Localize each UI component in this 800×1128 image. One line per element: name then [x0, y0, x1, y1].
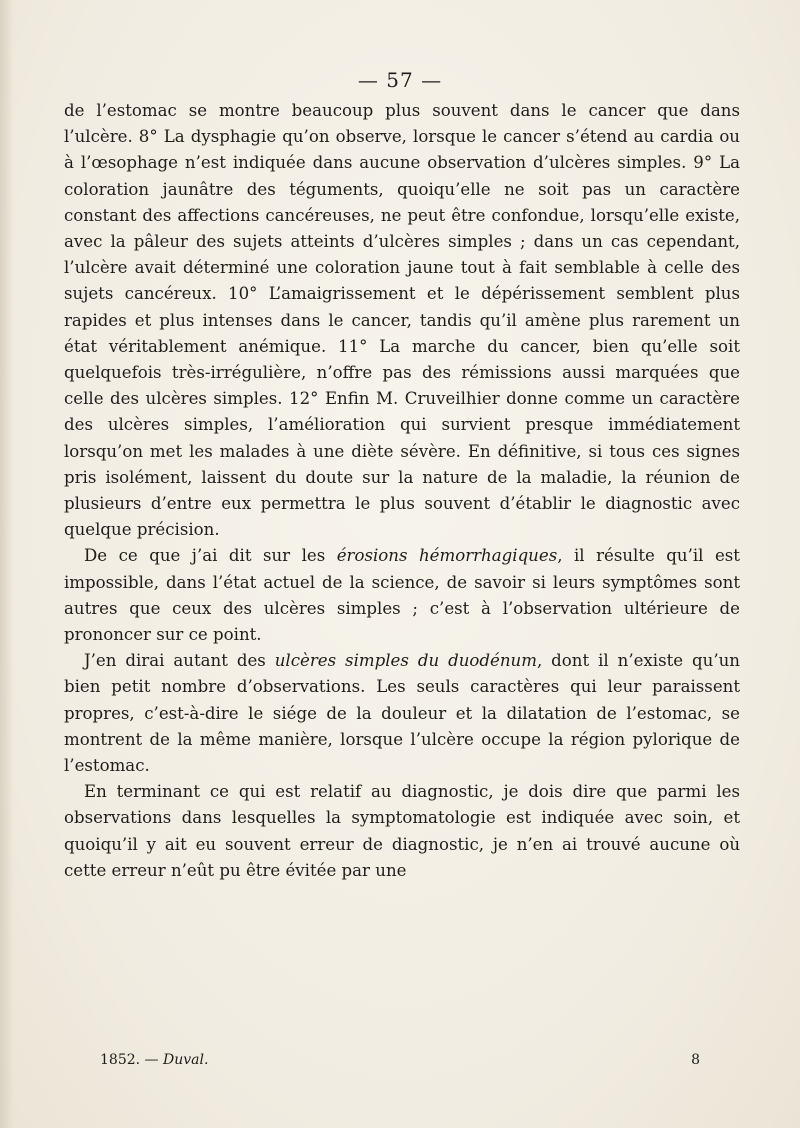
paragraph-3	[64, 648, 740, 779]
paragraph-3-text-b: , dont il n’existe qu’un bien petit nombre d’observations. Les seuls caractères qui leur paraissent propres, c’est-à-dire le siége de la douleur et la dilatation de l’estomac, se montrent de la même manière, lorsque l’ulcère occupe la région pylorique de l’estomac.	[64, 651, 740, 776]
paragraph-2-text-a: De ce que j’ai dit sur les	[84, 546, 337, 566]
binding-shadow	[0, 0, 14, 1128]
paragraph-2-text-b: , il résulte qu’il est impossible, dans l’état actuel de la science, de savoir si leurs symptômes sont autres que ceux des ulcères simples ; c’est à l’observation ultérieure de prononcer sur ce point.	[64, 546, 740, 645]
paragraph-2-italic: érosions hémorrhagiques	[336, 546, 558, 566]
paragraph-2	[64, 543, 740, 648]
footer-author: Duval.	[162, 1052, 209, 1068]
paragraph-3-italic: ulcères simples du duodénum	[274, 651, 537, 671]
paragraph-3-text-a: J’en dirai autant des	[84, 651, 275, 671]
footer-signature-mark: 8	[691, 1052, 700, 1068]
body-text	[64, 98, 740, 884]
footer-credit	[100, 1052, 208, 1068]
page-footer	[100, 1052, 700, 1068]
paragraph-1: de l’estomac se montre beaucoup plus souvent dans le cancer que dans l’ulcère. 8° La dysphagie qu’on observe, lorsque le cancer s’étend au cardia ou à l’œsophage n’est indiquée dans aucune observation d’ulcères simples. 9° La coloration jaunâtre des téguments, quoiqu’elle ne soit pas un caractère constant des affections cancéreuses, ne peut être confondue, lorsqu’elle existe, avec la pâleur des sujets atteints d’ulcères simples ; dans un cas cependant, l’ulcère avait déterminé une coloration jaune tout à fait semblable à celle des sujets cancéreux. 10° L’amaigrissement et le dépérissement semblent plus rapides et plus intenses dans le cancer, tandis qu’il amène plus rarement un état véritablement anémique. 11° La marche du cancer, bien qu’elle soit quelquefois très-irrégulière, n’offre pas des rémissions aussi marquées que celle des ulcères simples. 12° Enfin M. Cruveilhier donne comme un caractère des ulcères simples, l’amélioration qui survient presque immédiatement lorsqu’on met les malades à une diète sévère. En définitive, si tous ces signes pris isolément, laissent du doute sur la nature de la maladie, la réunion de plusieurs d’entre eux permettra le plus souvent d’établir le diagnostic avec quelque précision.	[64, 101, 740, 540]
footer-year: 1852. —	[100, 1052, 163, 1068]
page-number: — 57 —	[357, 68, 443, 92]
paragraph-4: En terminant ce qui est relatif au diagnostic, je dois dire que parmi les observations dans lesquelles la symptomatologie est indiquée avec soin, et quoiqu’il y ait eu souvent erreur de diagnostic, je n’en ai trouvé aucune où cette erreur n’eût pu être évitée par une	[64, 782, 740, 880]
